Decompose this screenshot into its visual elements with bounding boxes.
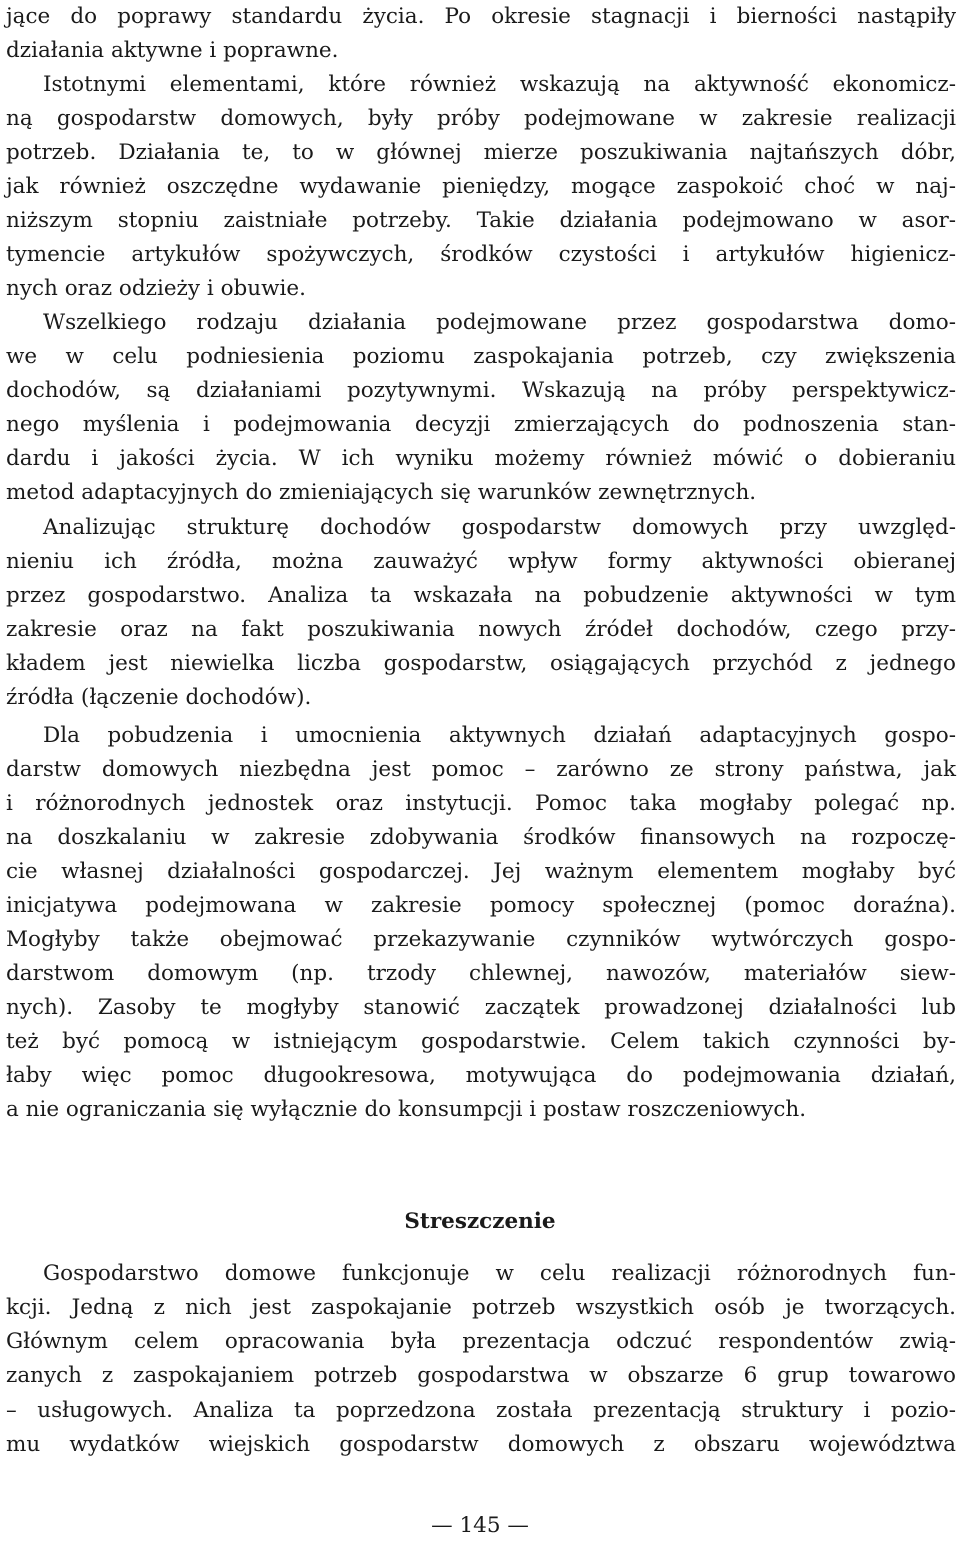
summary-line: Głównym celem opracowania była prezentacja odczuć respondentów zwią- xyxy=(6,1329,956,1354)
summary-line: zanych z zaspokajaniem potrzeb gospodarstwa w obszarze 6 grup towarowo xyxy=(6,1363,956,1388)
text-line: niższym stopniu zaistniałe potrzeby. Takie działania podejmowano w asor- xyxy=(6,208,956,233)
text-line: też być pomocą w istniejącym gospodarstwie. Celem takich czynności by- xyxy=(6,1029,956,1054)
text-line: na doszkalaniu w zakresie zdobywania środków finansowych na rozpoczę- xyxy=(6,825,956,850)
summary-line: Gospodarstwo domowe funkcjonuje w celu realizacji różnorodnych fun- xyxy=(43,1261,956,1286)
text-line: Istotnymi elementami, które również wskazują na aktywność ekonomicz- xyxy=(43,72,956,97)
text-line: nych). Zasoby te mogłyby stanowić zaczątek prowadzonej działalności lub xyxy=(6,995,956,1020)
text-line: nieniu ich źródła, można zauważyć wpływ formy aktywności obieranej xyxy=(6,549,956,574)
summary-line: – usługowych. Analiza ta poprzedzona została prezentacją struktury i pozio- xyxy=(6,1398,956,1423)
text-line: Mogłyby także obejmować przekazywanie czynników wytwórczych gospo- xyxy=(6,927,956,952)
text-line: działania aktywne i poprawne. xyxy=(6,38,339,63)
text-line: darstwom domowym (np. trzody chlewnej, nawozów, materiałów siew- xyxy=(6,961,956,986)
summary-line: mu wydatków wiejskich gospodarstw domowych z obszaru województwa xyxy=(6,1432,956,1457)
text-line: jak również oszczędne wydawanie pieniędzy, mogące zaspokoić choć w naj- xyxy=(6,174,956,199)
text-line: i różnorodnych jednostek oraz instytucji. Pomoc taka mogłaby polegać np. xyxy=(6,791,956,816)
text-line: łaby więc pomoc długookresowa, motywująca do podejmowania działań, xyxy=(6,1063,956,1088)
text-line: Dla pobudzenia i umocnienia aktywnych działań adaptacyjnych gospo- xyxy=(43,723,956,748)
text-line: inicjatywa podejmowana w zakresie pomocy społecznej (pomoc doraźna). xyxy=(6,893,956,918)
section-heading: Streszczenie xyxy=(404,1209,556,1234)
text-line: Analizując strukturę dochodów gospodarstw domowych przy uwzględ- xyxy=(43,515,956,540)
text-line: dardu i jakości życia. W ich wyniku możemy również mówić o dobieraniu xyxy=(6,446,956,471)
text-line: we w celu podniesienia poziomu zaspokajania potrzeb, czy zwiększenia xyxy=(6,344,956,369)
text-line: ną gospodarstw domowych, były próby podejmowane w zakresie realizacji xyxy=(6,106,956,131)
text-line: potrzeb. Działania te, to w głównej mierze poszukiwania najtańszych dóbr, xyxy=(6,140,956,165)
text-line: jące do poprawy standardu życia. Po okresie stagnacji i bierności nastąpiły xyxy=(6,4,956,29)
text-line: cie własnej działalności gospodarczej. Jej ważnym elementem mogłaby być xyxy=(6,859,956,884)
text-line: przez gospodarstwo. Analiza ta wskazała na pobudzenie aktywności w tym xyxy=(6,583,956,608)
text-line: darstw domowych niezbędna jest pomoc – zarówno ze strony państwa, jak xyxy=(6,757,956,782)
text-line: Wszelkiego rodzaju działania podejmowane przez gospodarstwa domo- xyxy=(43,310,956,335)
text-line: kładem jest niewielka liczba gospodarstw, osiągających przychód z jednego xyxy=(6,651,956,676)
text-line: metod adaptacyjnych do zmieniających się warunków zewnętrznych. xyxy=(6,480,757,505)
text-line: nych oraz odzieży i obuwie. xyxy=(6,276,306,301)
text-line: zakresie oraz na fakt poszukiwania nowych źródeł dochodów, czego przy- xyxy=(6,617,956,642)
page-number: — 145 — xyxy=(431,1513,529,1538)
text-line: nego myślenia i podejmowania decyzji zmierzających do podnoszenia stan- xyxy=(6,412,956,437)
summary-line: kcji. Jedną z nich jest zaspokajanie potrzeb wszystkich osób je tworzących. xyxy=(6,1295,956,1320)
text-line: a nie ograniczania się wyłącznie do konsumpcji i postaw roszczeniowych. xyxy=(6,1097,807,1122)
text-line: źródła (łączenie dochodów). xyxy=(6,685,312,710)
text-line: tymencie artykułów spożywczych, środków czystości i artykułów higienicz- xyxy=(6,242,956,267)
text-line: dochodów, są działaniami pozytywnymi. Wskazują na próby perspektywicz- xyxy=(6,378,956,403)
